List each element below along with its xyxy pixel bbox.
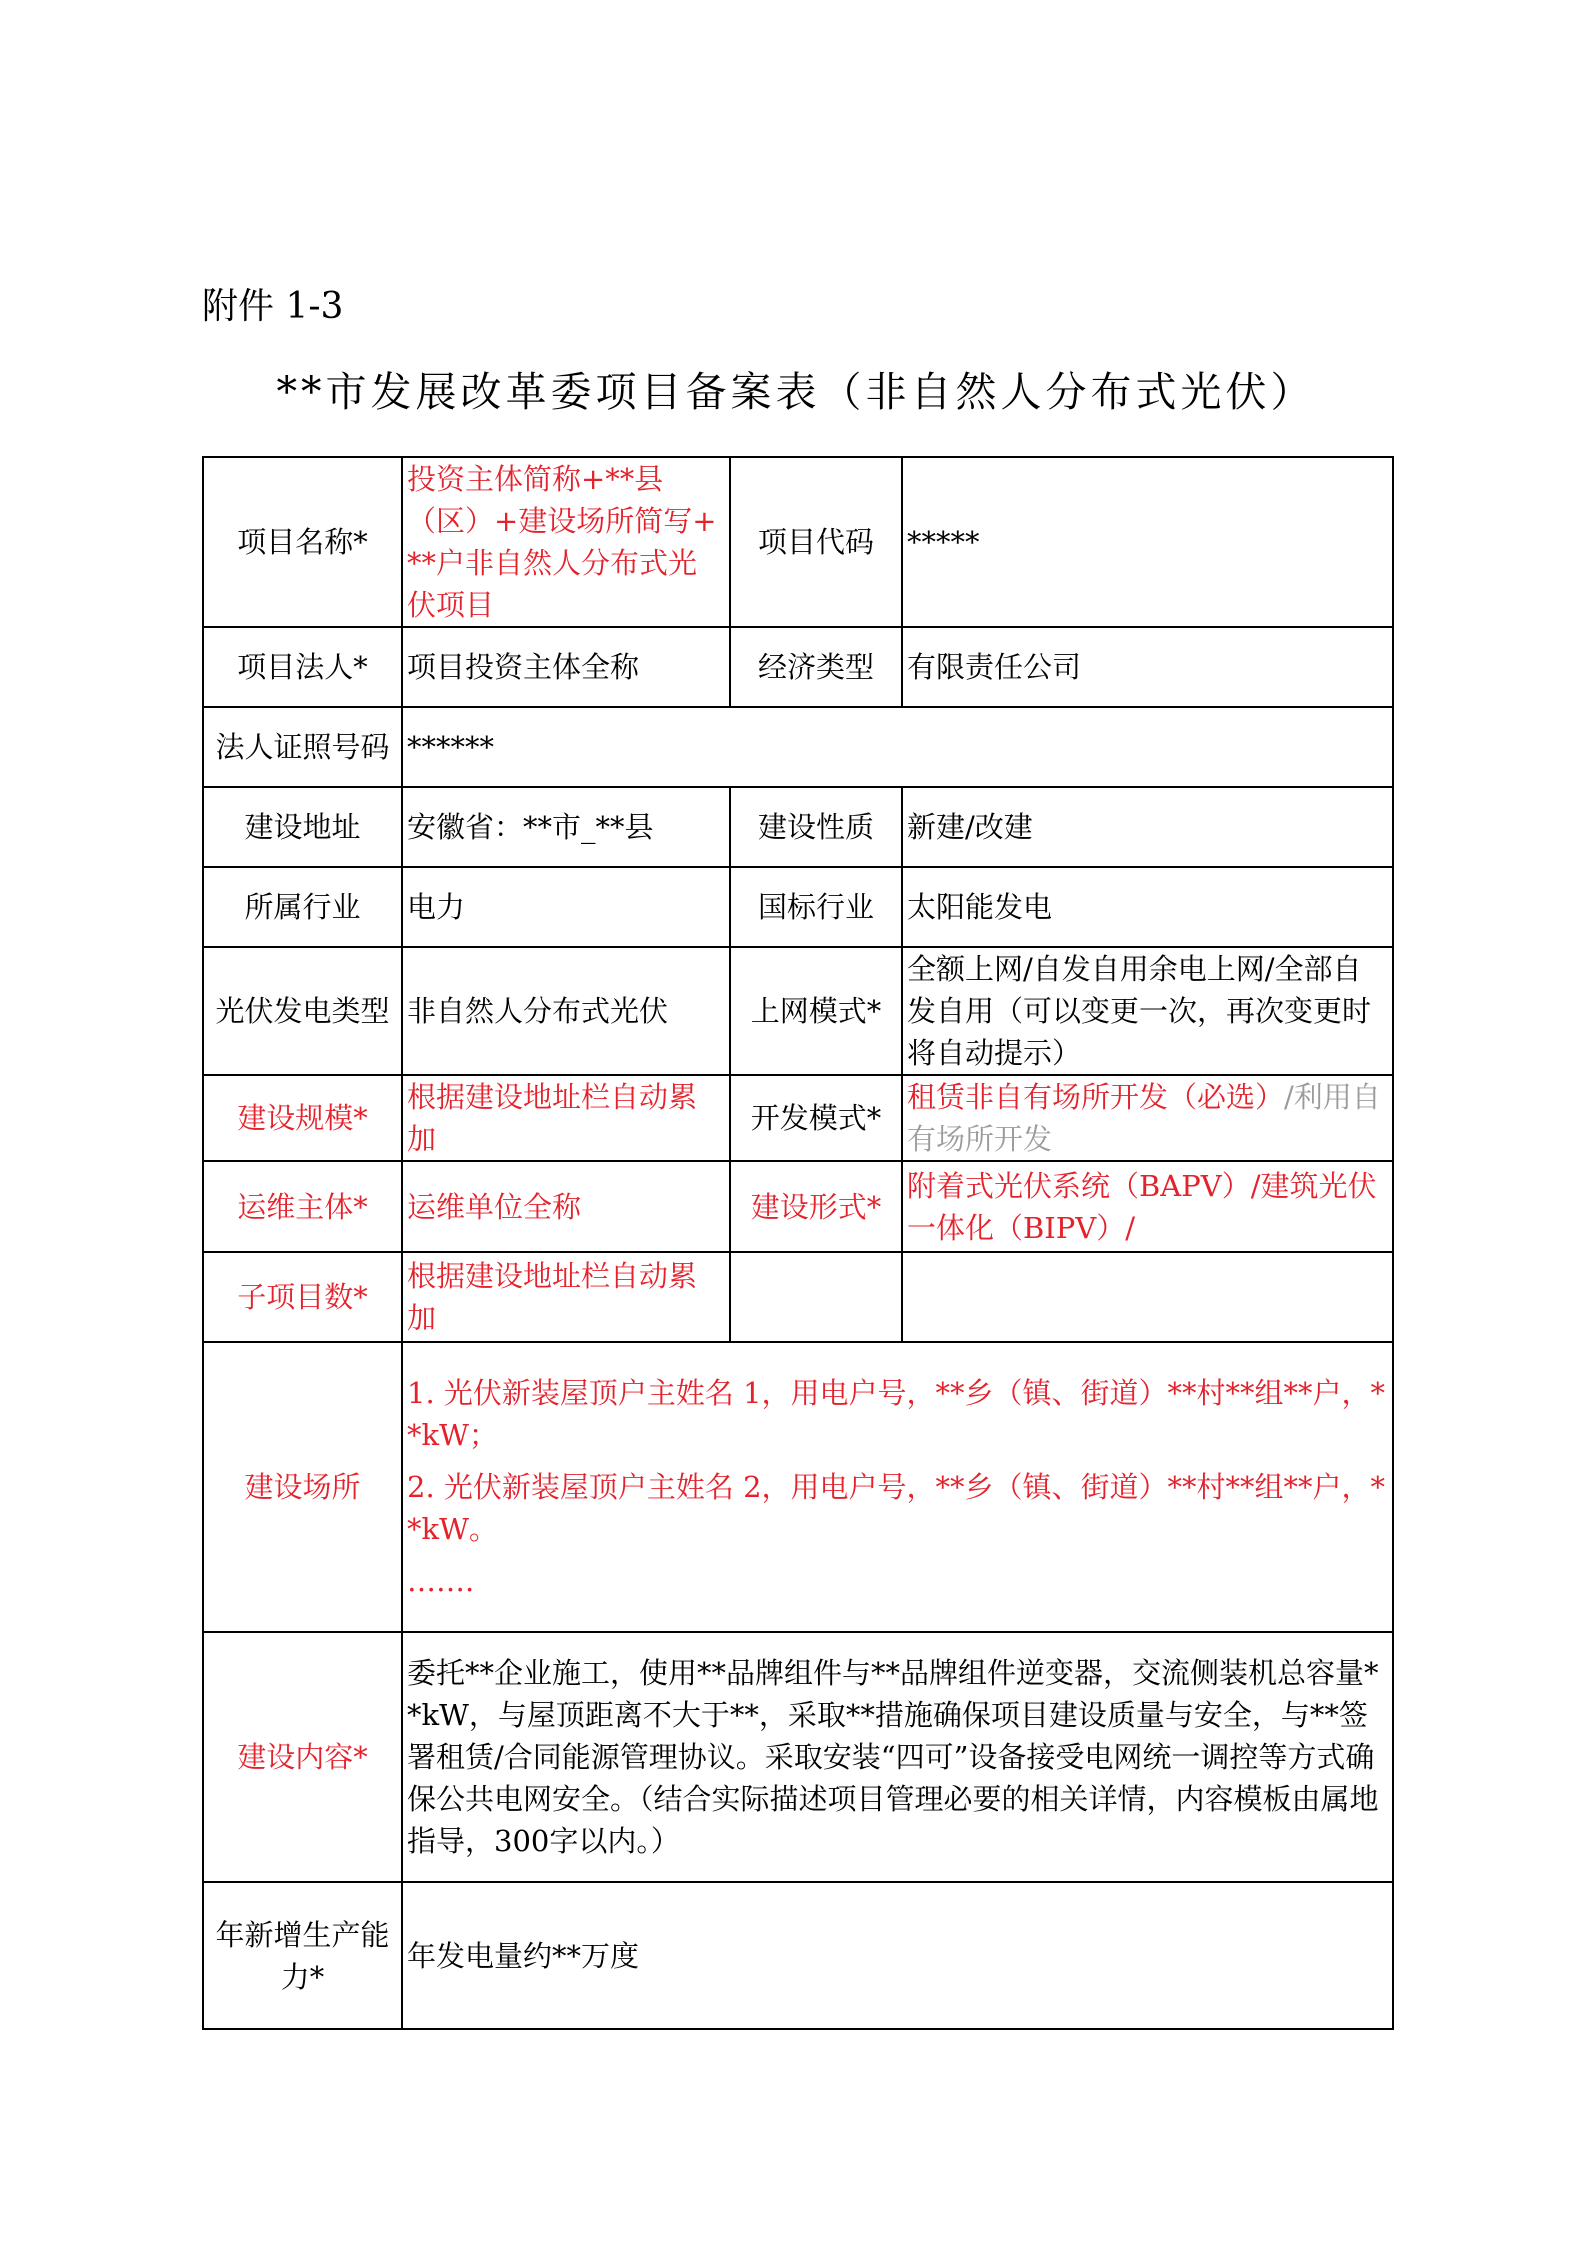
license-value: ****** (402, 707, 1393, 787)
site-value (402, 1342, 1393, 1632)
development-mode-label: 开发模式* (730, 1075, 902, 1161)
form-title: **市发展改革委项目备案表（非自然人分布式光伏） (276, 368, 1316, 416)
project-name-label: 项目名称* (203, 457, 402, 627)
economic-type-label: 经济类型 (730, 627, 902, 707)
scale-label: 建设规模* (203, 1075, 402, 1161)
project-code-value: ***** (902, 457, 1393, 627)
filing-form-table (202, 456, 1394, 2030)
operator-label: 运维主体* (203, 1161, 402, 1252)
license-label: 法人证照号码 (203, 707, 402, 787)
development-mode-value (902, 1075, 1393, 1161)
construction-form-label: 建设形式* (730, 1161, 902, 1252)
capacity-label: 年新增生产能力* (203, 1882, 402, 2029)
project-name-value: 投资主体简称+**县（区）+建设场所简写+ **户非自然人分布式光伏项目 (402, 457, 730, 627)
row-address (203, 787, 1393, 867)
content-label: 建设内容* (203, 1632, 402, 1882)
row-legal-person (203, 627, 1393, 707)
industry-value: 电力 (402, 867, 730, 947)
row-subprojects (203, 1252, 1393, 1342)
legal-person-value: 项目投资主体全称 (402, 627, 730, 707)
row-scale (203, 1075, 1393, 1161)
pv-type-label: 光伏发电类型 (203, 947, 402, 1075)
development-mode-optional: /利用自有场所开发 (907, 1080, 1381, 1156)
operator-value: 运维单位全称 (402, 1161, 730, 1252)
site-line-2: 2. 光伏新装屋顶户主姓名 2，用电户号，**乡（镇、街道）**村**组**户，**kW。 (407, 1470, 1386, 1546)
grid-mode-value: 全额上网/自发自用余电上网/全部自发自用（可以变更一次，再次变更时将自动提示） (902, 947, 1393, 1075)
row-license (203, 707, 1393, 787)
pv-type-value: 非自然人分布式光伏 (402, 947, 730, 1075)
row-content (203, 1632, 1393, 1882)
address-value: 安徽省：**市_**县 (402, 787, 730, 867)
scale-value: 根据建设地址栏自动累加 (402, 1075, 730, 1161)
attachment-number: 附件 1-3 (202, 286, 344, 327)
construction-nature-value: 新建/改建 (902, 787, 1393, 867)
empty-cell-2 (902, 1252, 1393, 1342)
row-pv-type (203, 947, 1393, 1075)
subprojects-value: 根据建设地址栏自动累加 (402, 1252, 730, 1342)
project-code-label: 项目代码 (730, 457, 902, 627)
construction-nature-label: 建设性质 (730, 787, 902, 867)
capacity-value: 年发电量约**万度 (402, 1882, 1393, 2029)
national-industry-label: 国标行业 (730, 867, 902, 947)
site-line-1: 1. 光伏新装屋顶户主姓名 1，用电户号，**乡（镇、街道）**村**组**户，**kW； (407, 1376, 1386, 1452)
construction-form-value: 附着式光伏系统（BAPV）/建筑光伏一体化（BIPV）/ (902, 1161, 1393, 1252)
row-site (203, 1342, 1393, 1632)
row-operator (203, 1161, 1393, 1252)
subprojects-label: 子项目数* (203, 1252, 402, 1342)
development-mode-required: 租赁非自有场所开发（必选） (907, 1080, 1285, 1114)
content-value: 委托**企业施工，使用**品牌组件与**品牌组件逆变器，交流侧装机总容量**kW，与屋顶距离不大于**，采取**措施确保项目建设质量与安全，与**签署租赁/合同能源管理协议。采取安装“四可”设备接受电网统一调控等方式确保公共电网安全。（结合实际描述项目管理必要的相关详情，内容模板由属地指导，300字以内。） (402, 1632, 1393, 1882)
national-industry-value: 太阳能发电 (902, 867, 1393, 947)
row-project-name (203, 457, 1393, 627)
grid-mode-label: 上网模式* (730, 947, 902, 1075)
row-capacity (203, 1882, 1393, 2029)
site-line-3: ……. (407, 1564, 475, 1598)
empty-cell-1 (730, 1252, 902, 1342)
row-industry (203, 867, 1393, 947)
legal-person-label: 项目法人* (203, 627, 402, 707)
site-label: 建设场所 (203, 1342, 402, 1632)
industry-label: 所属行业 (203, 867, 402, 947)
economic-type-value: 有限责任公司 (902, 627, 1393, 707)
address-label: 建设地址 (203, 787, 402, 867)
